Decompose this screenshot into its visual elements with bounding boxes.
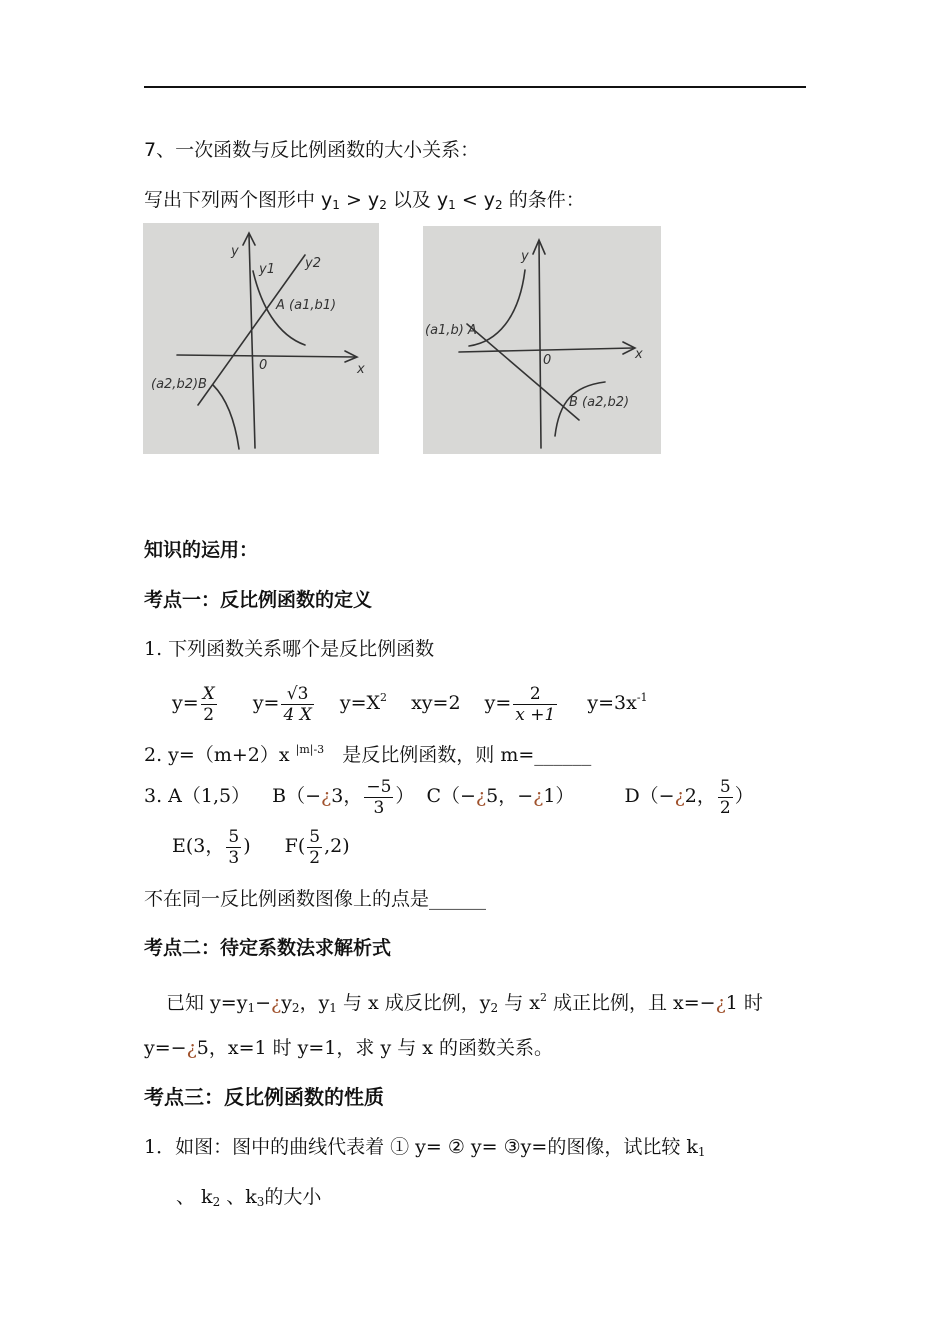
graph-1-line-y2	[198, 255, 305, 405]
q3-question: 不在同一反比例函数图像上的点是______	[144, 888, 487, 910]
graph-1-sketch	[143, 223, 379, 454]
q1-options: y= $\frac{X}{2}$ y= $\frac{√3}{4 X}$ $y=X^2$ xy=2 y= $\frac{2}{x +1}$ $y=3x^{-1}$	[172, 683, 648, 725]
section-7-title: 7、一次函数与反比例函数的大小关系：	[144, 139, 480, 161]
q2-text: 2. y=（m+2）x $^{|m|-3}$ 是反比例函数，则 m=______	[144, 743, 592, 766]
section-7-instruction: 写出下列两个图形中 $y_1 > y_2$ 以及 $y_1 < y_2$ 的条件：	[144, 189, 585, 212]
graph-1-point-b: (a2,b2)B	[151, 377, 207, 392]
q3-points-row-1: 3. A（1,5） B（−¿3， $\frac{-5}{3}$ ） C（−¿5，−¿1） D（−¿2， $\frac{5}{2}$ ）	[144, 776, 754, 818]
header-rule	[144, 86, 806, 88]
kaodian-3-heading: 考点三：反比例函数的性质	[144, 1085, 384, 1109]
graph-1-point-a: A (a1,b1)	[276, 298, 337, 313]
kaodian-3-line-1: 1．如图：图中的曲线代表着 ① y= ② y= ③y=的图像，试比较 $k_1$	[144, 1136, 706, 1159]
graph-1-x-label: x	[357, 362, 365, 377]
q3-points-row-2: E(3， $\frac{5}{3}$ ) F( $\frac{5}{2}$ ,2)	[172, 826, 350, 868]
q1-frac-5: $\frac{2}{x +1}$	[515, 683, 556, 725]
graph-1-y-axis	[249, 235, 255, 448]
graph-1-photo	[143, 223, 379, 454]
graph-2-point-a: (a1,b) A	[425, 323, 477, 338]
graph-1-y1-label: y1	[259, 262, 275, 277]
graph-2-origin: 0	[543, 353, 552, 368]
kaodian-2-line-2: y=−¿5，x=1 时 y=1，求 y 与 x 的函数关系。	[144, 1037, 554, 1059]
graph-2-sketch	[423, 226, 661, 454]
q1-frac-1: $\frac{X}{2}$	[202, 683, 215, 725]
graph-1-y2-label: y2	[305, 256, 321, 271]
q1-text: 1. 下列函数关系哪个是反比例函数	[144, 638, 435, 660]
kaodian-2-heading: 考点二：待定系数法求解析式	[144, 937, 392, 959]
graph-2-y-axis	[539, 242, 541, 448]
kaodian-1-heading: 考点一：反比例函数的定义	[144, 589, 373, 611]
graph-1-x-axis	[177, 355, 355, 357]
kaodian-3-line-2: 、 $k_2$ 、$k_3$的大小	[176, 1186, 322, 1209]
graph-2-curve-upper	[469, 270, 525, 346]
graph-2-y-label: y	[521, 249, 529, 264]
knowledge-heading: 知识的运用：	[144, 539, 259, 561]
graph-2-x-label: x	[635, 347, 643, 362]
graph-1-origin: 0	[259, 358, 268, 373]
kaodian-2-line-1: 已知 $y=y_1-¿y_2$，$y_1$ 与 x 成反比例，$y_2$ 与 $x^2$ 成正比例，且 x=−¿1 时	[166, 991, 763, 1015]
graph-2-photo	[423, 226, 661, 454]
graph-2-x-axis	[459, 348, 633, 352]
graph-1-curve-lower	[213, 385, 239, 449]
graph-2-point-b: B (a2,b2)	[569, 395, 630, 410]
q1-frac-2: $\frac{√3}{4 X}$	[283, 683, 312, 725]
graph-2-line	[467, 324, 579, 420]
graph-1-y-label: y	[231, 244, 239, 259]
